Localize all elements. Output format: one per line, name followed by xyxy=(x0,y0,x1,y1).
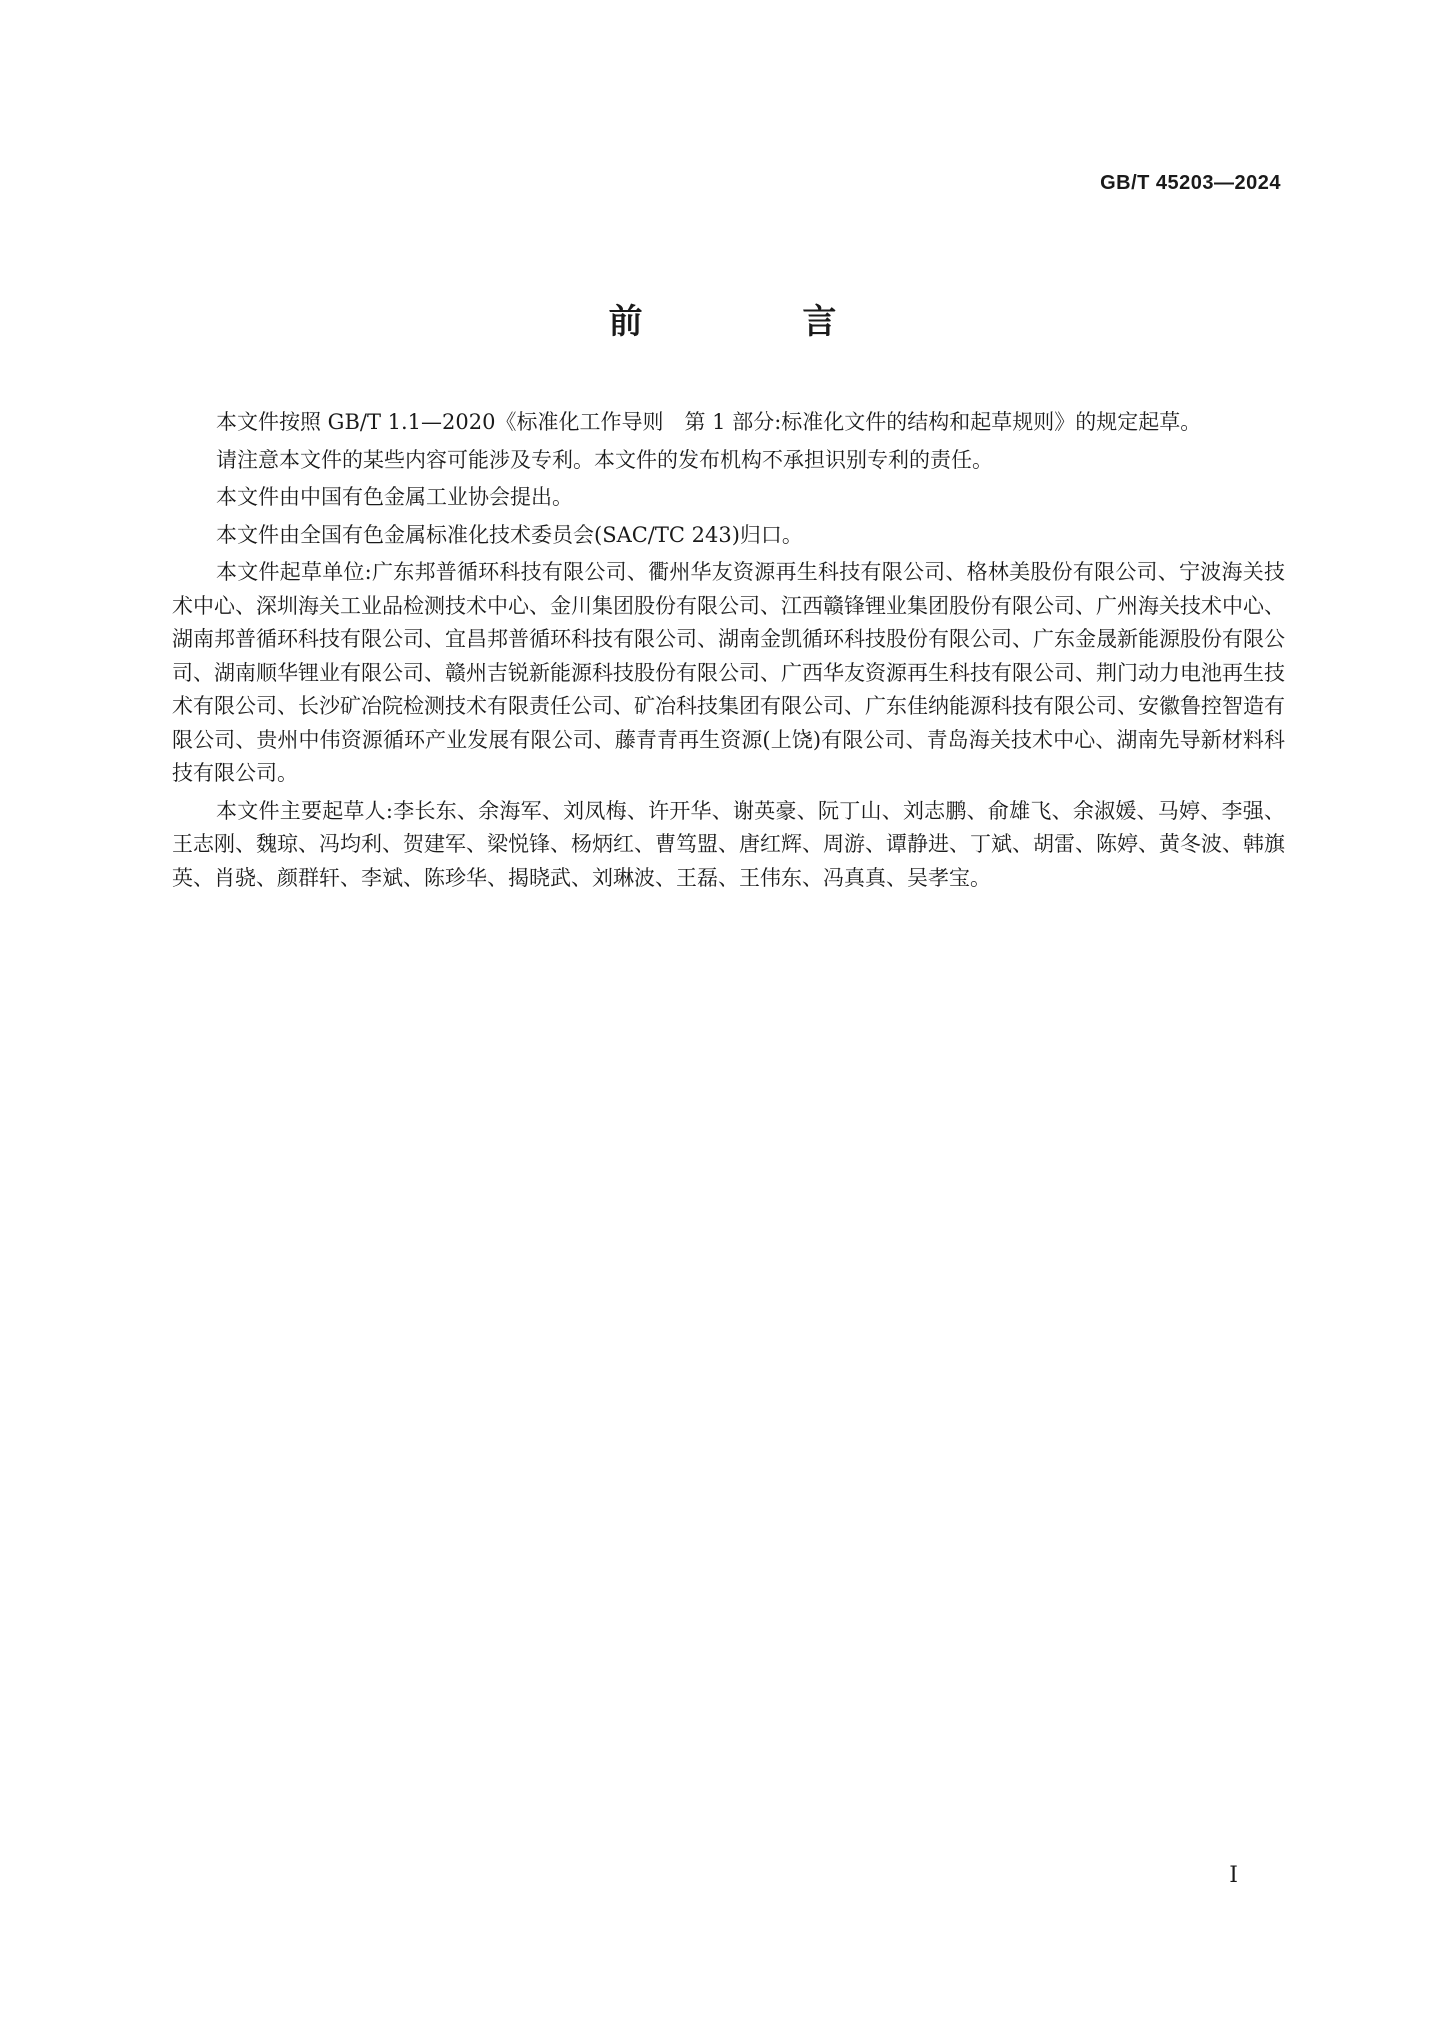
paragraph-drafting-units: 本文件起草单位:广东邦普循环科技有限公司、衢州华友资源再生科技有限公司、格林美股份有限公司、宁波海关技术中心、深圳海关工业品检测技术中心、金川集团股份有限公司、江西赣锋锂业集团股份有限公司、广州海关技术中心、湖南邦普循环科技有限公司、宜昌邦普循环科技有限公司、湖南金凯循环科技股份有限公司、广东金晟新能源股份有限公司、湖南顺华锂业有限公司、赣州吉锐新能源科技股份有限公司、广西华友资源再生科技有限公司、荆门动力电池再生技术有限公司、长沙矿冶院检测技术有限责任公司、矿冶科技集团有限公司、广东佳纳能源科技有限公司、安徽鲁控智造有限公司、贵州中伟资源循环产业发展有限公司、藤青青再生资源(上饶)有限公司、青岛海关技术中心、湖南先导新材料科技有限公司。 xyxy=(172,560,1285,785)
page-title: 前 言 xyxy=(608,302,911,342)
paragraph-main-drafters: 本文件主要起草人:李长东、余海军、刘凤梅、许开华、谢英豪、阮丁山、刘志鹏、俞雄飞、余淑媛、马婷、李强、王志刚、魏琼、冯均利、贺建军、梁悦锋、杨炳红、曹笃盟、唐红辉、周游、谭静进、丁斌、胡雷、陈婷、黄冬波、韩旗英、肖骁、颜群轩、李斌、陈珍华、揭晓武、刘琳波、王磊、王伟东、冯真真、吴孝宝。 xyxy=(172,798,1285,890)
paragraph-under-jurisdiction: 本文件由全国有色金属标准化技术委员会(SAC/TC 243)归口。 xyxy=(216,522,803,547)
paragraph-patent-notice: 请注意本文件的某些内容可能涉及专利。本文件的发布机构不承担识别专利的责任。 xyxy=(216,447,993,472)
paragraph-drafting-rules: 本文件按照 GB/T 1.1—2020《标准化工作导则 第 1 部分:标准化文件的结构和起草规则》的规定起草。 xyxy=(216,410,1202,434)
paragraph-proposed-by: 本文件由中国有色金属工业协会提出。 xyxy=(216,485,573,509)
page-number: I xyxy=(1229,1863,1238,1888)
standard-number: GB/T 45203—2024 xyxy=(1100,172,1281,194)
preface-body xyxy=(172,406,1285,899)
